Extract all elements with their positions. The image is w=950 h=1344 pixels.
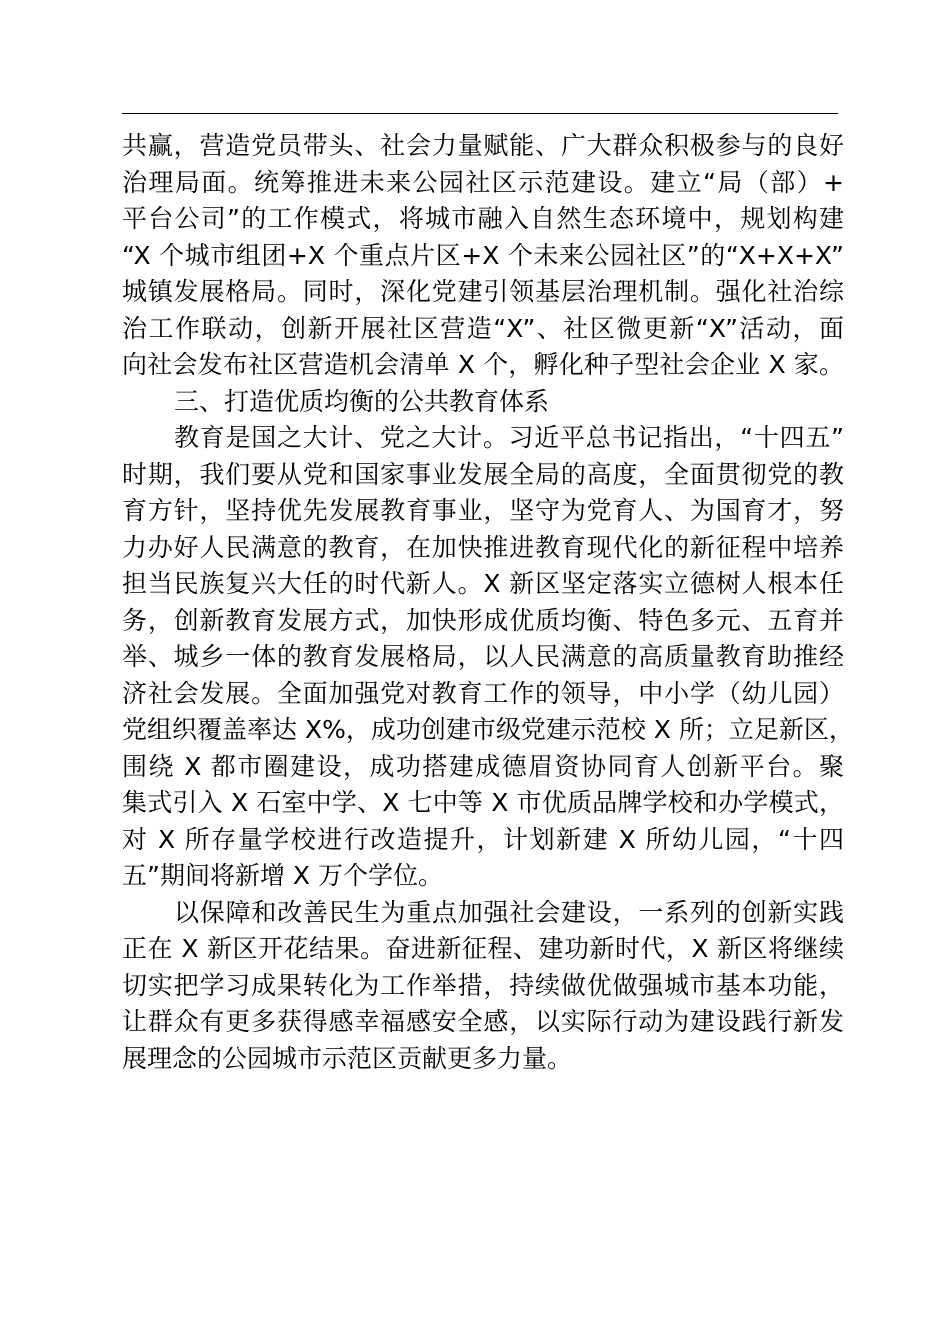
text-line: 党组织覆盖率达 X%，成功创建市级党建示范校 X 所；立足新区， bbox=[122, 715, 854, 744]
text-line: 教育是国之大计、党之大计。习近平总书记指出，“十四五” bbox=[174, 423, 844, 452]
text-line: 共赢，营造党员带头、社会力量赋能、广大群众积极参与的良好 bbox=[122, 131, 844, 160]
text-line: 以保障和改善民生为重点加强社会建设，一系列的创新实践 bbox=[174, 897, 844, 927]
section-heading: 三、打造优质均衡的公共教育体系 bbox=[174, 386, 550, 416]
header-rule bbox=[122, 113, 838, 114]
text-line: 治理局面。统筹推进未来公园社区示范建设。建立“局（部）+ bbox=[122, 167, 844, 197]
text-line: 担当民族复兴大任的时代新人。X 新区坚定落实立德树人根本任 bbox=[122, 569, 844, 598]
text-line: 时期，我们要从党和国家事业发展全局的高度，全面贯彻党的教 bbox=[122, 459, 844, 489]
text-line: 让群众有更多获得感幸福感安全感，以实际行动为建设践行新发 bbox=[122, 1007, 844, 1036]
text-line: 力办好人民满意的教育，在加快推进教育现代化的新征程中培养 bbox=[122, 532, 844, 562]
text-line: 集式引入 X 石室中学、X 七中等 X 市优质品牌学校和办学模式， bbox=[122, 788, 844, 817]
text-line: 治工作联动，创新开展社区营造“X”、社区微更新“X”活动，面 bbox=[122, 313, 844, 343]
text-line: 务，创新教育发展方式，加快形成优质均衡、特色多元、五育并 bbox=[122, 605, 844, 635]
text-line: 对 X 所存量学校进行改造提升，计划新建 X 所幼儿园，“十四 bbox=[122, 824, 844, 854]
text-line: 展理念的公园城市示范区贡献更多力量。 bbox=[122, 1043, 573, 1073]
text-line: 城镇发展格局。同时，深化党建引领基层治理机制。强化社治综 bbox=[122, 277, 844, 306]
text-line: 正在 X 新区开花结果。奋进新征程、建功新时代，X 新区将继续 bbox=[122, 934, 844, 963]
text-line: 围绕 X 都市圈建设，成功搭建成德眉资协同育人创新平台。聚 bbox=[122, 751, 844, 781]
text-line: 育方针，坚持优先发展教育事业，坚守为党育人、为国育才，努 bbox=[122, 496, 844, 525]
text-line: 向社会发布社区营造机会清单 X 个，孵化种子型社会企业 X 家。 bbox=[122, 350, 844, 379]
text-line: 五”期间将新增 X 万个学位。 bbox=[122, 861, 443, 890]
body-text bbox=[122, 128, 854, 1077]
text-line: 切实把学习成果转化为工作举措，持续做优做强城市基本功能， bbox=[122, 970, 844, 1000]
text-line: “X 个城市组团+X 个重点片区+X 个未来公园社区”的“X+X+X” bbox=[122, 240, 844, 270]
text-line: 平台公司”的工作模式，将城市融入自然生态环境中，规划构建 bbox=[122, 204, 844, 233]
text-line: 济社会发展。全面加强党对教育工作的领导，中小学（幼儿园） bbox=[122, 678, 844, 708]
text-line: 举、城乡一体的教育发展格局，以人民满意的高质量教育助推经 bbox=[122, 642, 844, 671]
